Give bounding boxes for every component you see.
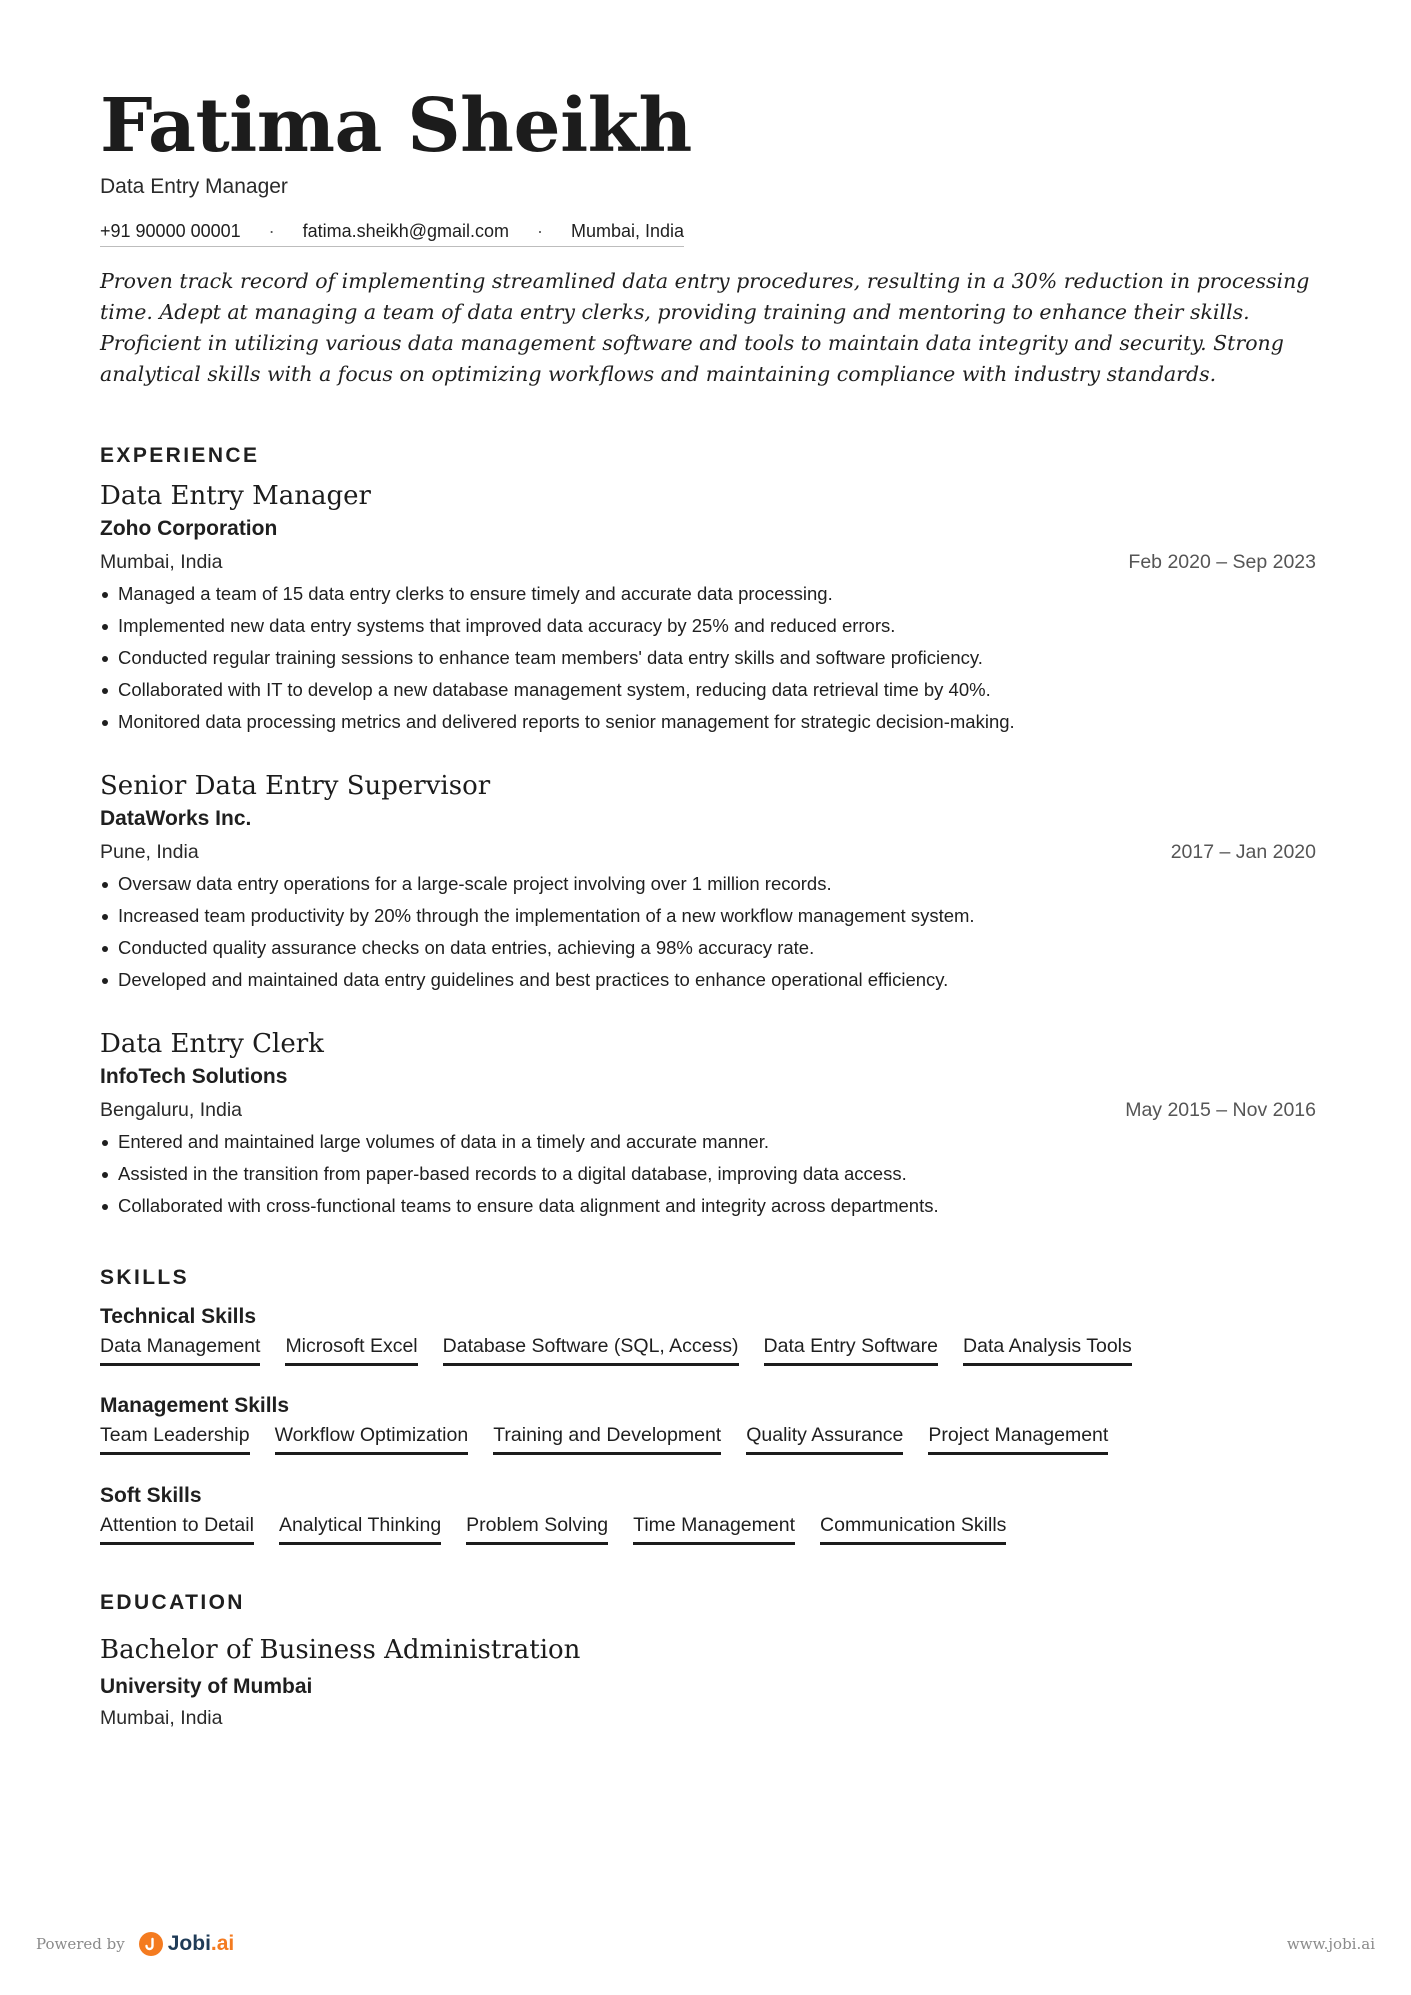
list-item: Implemented new data entry systems that improved data accuracy by 25% and reduced errors.: [100, 614, 1316, 638]
skill-tag: Workflow Optimization: [275, 1422, 469, 1455]
job-entry: [100, 1027, 1316, 1226]
school-location: Mumbai, India: [100, 1707, 223, 1729]
email-link[interactable]: fatima.sheikh@gmail.com: [302, 221, 509, 241]
skill-tags: [100, 1422, 1108, 1455]
skill-tags: [100, 1512, 1006, 1545]
jobi-logo[interactable]: [139, 1932, 235, 1956]
job-meta: [100, 840, 1316, 864]
candidate-role: Data Entry Manager: [100, 175, 288, 198]
brand-main: Jobi: [167, 1932, 211, 1955]
powered-by-footer: [36, 1932, 234, 1956]
job-dates: Feb 2020 – Sep 2023: [1128, 551, 1316, 573]
jobi-logo-text: [168, 1932, 235, 1956]
jobi-logo-icon: [139, 1932, 163, 1956]
skill-group: [100, 1482, 1006, 1545]
section-title-experience: EXPERIENCE: [100, 444, 260, 467]
list-item: Oversaw data entry operations for a large-scale project involving over 1 million records.: [100, 872, 1316, 896]
job-bullets: [100, 872, 1316, 992]
education-entry: [100, 1633, 580, 1731]
skill-group: [100, 1303, 1132, 1366]
list-item: Collaborated with IT to develop a new database management system, reducing data retrieval time by 40%.: [100, 678, 1316, 702]
job-entry: [100, 769, 1316, 1000]
skill-tag: Team Leadership: [100, 1422, 250, 1455]
job-location: Mumbai, India: [100, 551, 223, 573]
contact-location: Mumbai, India: [571, 221, 685, 241]
job-title: Data Entry Manager: [100, 481, 371, 511]
skill-tag: Time Management: [633, 1512, 795, 1545]
skill-tag: Data Analysis Tools: [963, 1333, 1132, 1366]
job-location: Pune, India: [100, 841, 199, 863]
list-item: Managed a team of 15 data entry clerks to ensure timely and accurate data processing.: [100, 582, 1316, 606]
brand-accent: .ai: [210, 1932, 235, 1955]
section-title-education: EDUCATION: [100, 1591, 245, 1614]
skill-tag: Data Entry Software: [764, 1333, 939, 1366]
professional-summary: Proven track record of implementing streamlined data entry procedures, resulting in a 30% reduction in processing time. Adept at managing a team of data entry clerks, providing training and mentoring to enhance their skills. Proficient in utilizing various data management software and tools to maintain data integrity and security. Strong analytical skills with a focus on optimizing workflows and maintaining compliance with industry standards.: [100, 269, 1310, 386]
job-dates: May 2015 – Nov 2016: [1125, 1099, 1316, 1121]
skill-tag: Microsoft Excel: [285, 1333, 417, 1366]
company-name: DataWorks Inc.: [100, 807, 252, 830]
job-bullets: [100, 582, 1316, 734]
skill-tag: Attention to Detail: [100, 1512, 254, 1545]
job-title: Senior Data Entry Supervisor: [100, 771, 491, 801]
website-link[interactable]: www.jobi.ai: [1286, 1935, 1375, 1953]
skill-category: Soft Skills: [100, 1484, 202, 1507]
list-item: Monitored data processing metrics and delivered reports to senior management for strategic decision-making.: [100, 710, 1316, 734]
job-title: Data Entry Clerk: [100, 1029, 324, 1059]
contact-separator: ·: [268, 221, 275, 241]
skill-group: [100, 1392, 1108, 1455]
powered-by-label: Powered by: [36, 1935, 125, 1953]
skill-tag: Quality Assurance: [746, 1422, 903, 1455]
section-title-skills: SKILLS: [100, 1266, 190, 1289]
list-item: Increased team productivity by 20% through the implementation of a new workflow management system.: [100, 904, 1316, 928]
degree-title: Bachelor of Business Administration: [100, 1635, 581, 1665]
skill-tag: Data Management: [100, 1333, 260, 1366]
job-bullets: [100, 1130, 1316, 1218]
list-item: Entered and maintained large volumes of data in a timely and accurate manner.: [100, 1130, 1316, 1154]
skill-tag: Problem Solving: [466, 1512, 608, 1545]
contact-separator: ·: [537, 221, 543, 241]
skill-tag: Analytical Thinking: [279, 1512, 441, 1545]
job-meta: [100, 1098, 1316, 1122]
list-item: Conducted quality assurance checks on data entries, achieving a 98% accuracy rate.: [100, 936, 1316, 960]
skill-category: Technical Skills: [100, 1305, 257, 1328]
job-entry: [100, 479, 1316, 742]
job-location: Bengaluru, India: [100, 1099, 243, 1121]
candidate-name: Fatima Sheikh: [100, 83, 692, 169]
job-meta: [100, 550, 1316, 574]
list-item: Conducted regular training sessions to enhance team members' data entry skills and software proficiency.: [100, 646, 1316, 670]
skill-tag: Project Management: [928, 1422, 1108, 1455]
school-name: University of Mumbai: [100, 1675, 313, 1698]
skill-tag: Database Software (SQL, Access): [443, 1333, 739, 1366]
company-name: InfoTech Solutions: [100, 1065, 288, 1088]
list-item: Assisted in the transition from paper-based records to a digital database, improving data access.: [100, 1162, 1316, 1186]
skill-tag: Training and Development: [493, 1422, 721, 1455]
job-dates: 2017 – Jan 2020: [1170, 841, 1316, 863]
list-item: Developed and maintained data entry guidelines and best practices to enhance operational efficiency.: [100, 968, 1316, 992]
skill-tags: [100, 1333, 1132, 1366]
list-item: Collaborated with cross-functional teams to ensure data alignment and integrity across departments.: [100, 1194, 1316, 1218]
contact-bar: [100, 219, 684, 247]
company-name: Zoho Corporation: [100, 517, 278, 540]
skill-category: Management Skills: [100, 1394, 290, 1417]
skill-tag: Communication Skills: [820, 1512, 1006, 1545]
phone-number[interactable]: +91 90000 00001: [100, 221, 241, 241]
